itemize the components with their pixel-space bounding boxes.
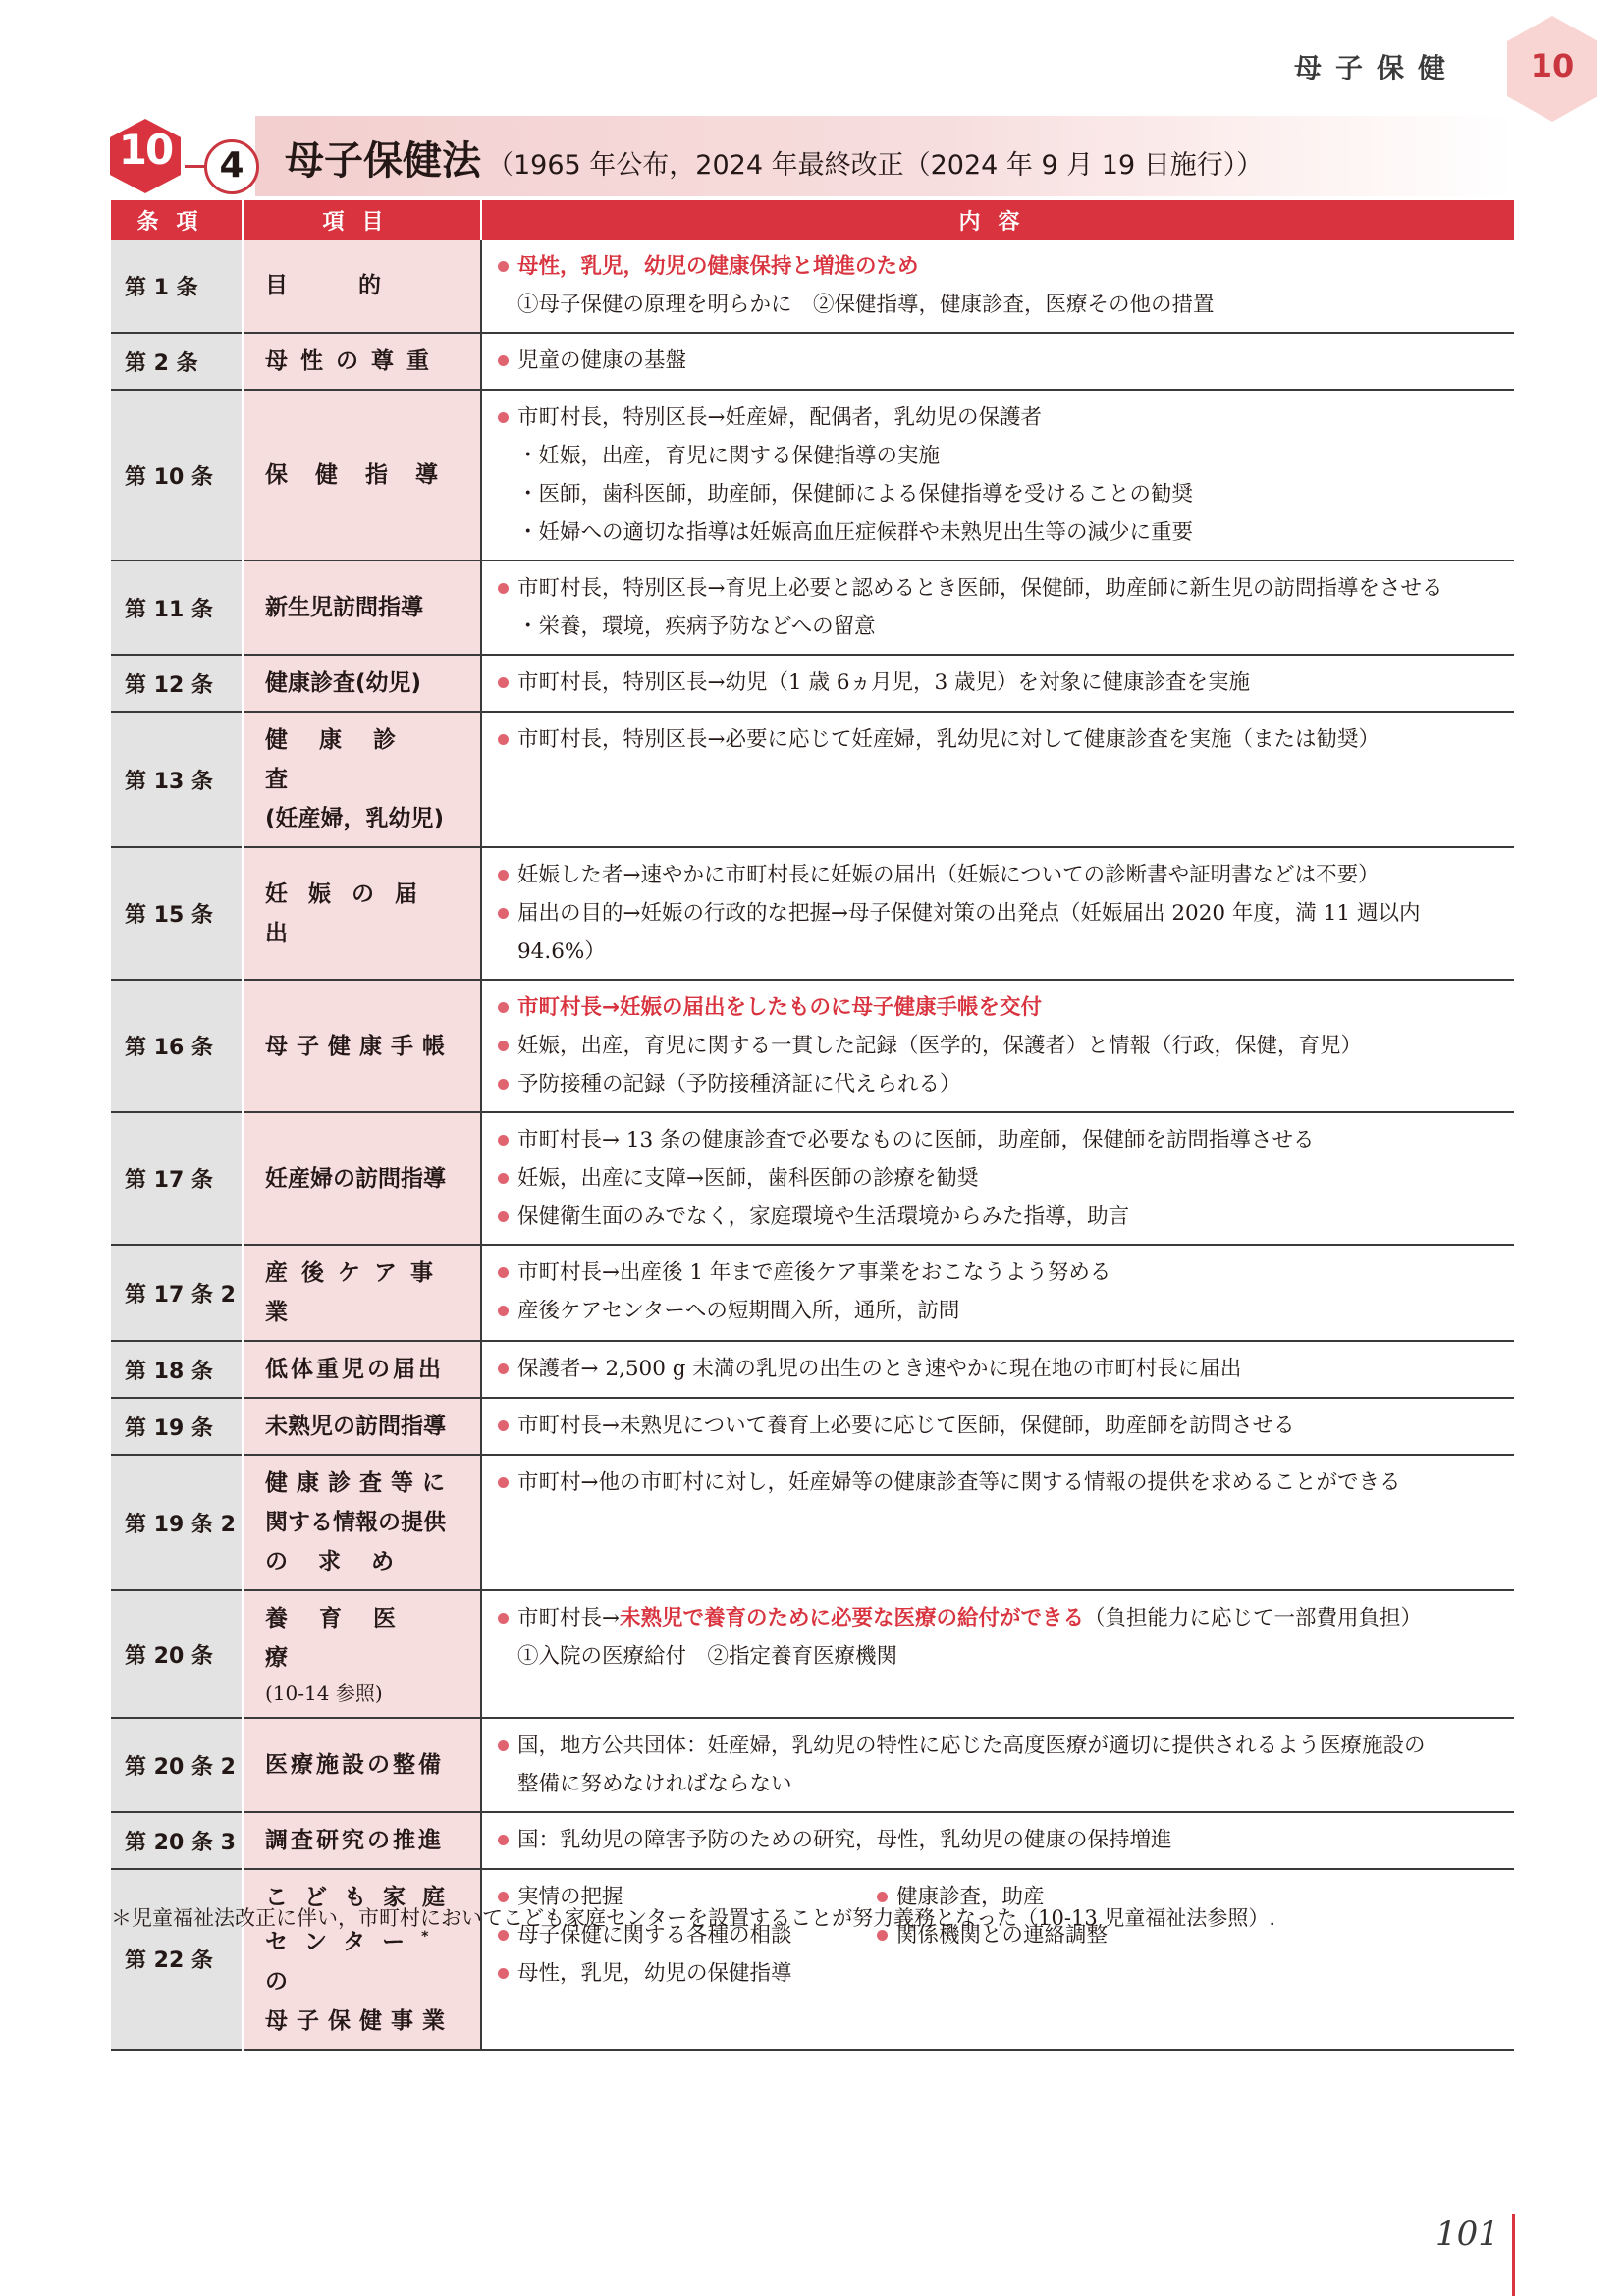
item-cell <box>243 847 481 980</box>
item-label: 妊産婦の訪問指導 <box>265 1165 446 1192</box>
content-cell <box>481 1112 1514 1245</box>
content-sub: ・医師，歯科医師，助産師，保健師による保健指導を受けることの勧奨 <box>517 482 1194 507</box>
item-cell <box>243 1398 481 1455</box>
content-sub: ・妊婦への適切な指導は妊娠高血圧症候群や未熟児出生等の減少に重要 <box>517 520 1194 545</box>
two-column-list <box>496 1878 1504 1993</box>
item-cell <box>243 390 481 561</box>
list-column-right <box>875 1878 1254 1993</box>
content-cell <box>481 561 1514 655</box>
content-bullet: 保健衛生面のみでなく，家庭環境や生活環境からみた指導，助言 <box>496 1198 1504 1236</box>
table-row <box>111 1869 1514 2050</box>
item-label: (10-14 参照) <box>265 1682 383 1705</box>
content-bullet: 妊娠した者→速やかに市町村長に妊娠の届出（妊娠についての診断書や証明書などは不要） <box>496 856 1504 894</box>
content-cell <box>481 1245 1514 1341</box>
content-bullet: 予防接種の記録（予防接種済証に代えられる） <box>496 1065 1504 1103</box>
table-row <box>111 1590 1514 1718</box>
content-sub: ①入院の医療給付 ②指定養育医療機関 <box>517 1644 898 1669</box>
content-text: 市町村長→ <box>517 1606 621 1630</box>
item-label: 医療施設の整備 <box>265 1752 444 1778</box>
article-cell: 第 17 条 2 <box>111 1245 243 1341</box>
content-bullet: 市町村→他の市町村に対し，妊産婦等の健康診査等に関する情報の提供を求めることができる <box>496 1464 1504 1502</box>
item-label: 保健指導 <box>265 462 465 488</box>
content-sub: ①母子保健の原理を明らかに ②保健指導，健康診査，医療その他の措置 <box>517 293 1215 317</box>
content-cell <box>481 980 1514 1112</box>
content-bullet: 妊娠，出産，育児に関する一貫した記録（医学的，保護者）と情報（行政，保健，育児） <box>496 1027 1504 1065</box>
item-cell <box>243 333 481 390</box>
content-bullet: 保護者→ 2,500 g 未満の乳児の出生のとき速やかに現在地の市町村長に届出 <box>496 1350 1504 1388</box>
content-bullet: 市町村長→出産後 1 年まで産後ケア事業をおこなうよう努める <box>496 1254 1504 1292</box>
list-item: 健康診査，助産 <box>875 1878 1254 1916</box>
chapter-header <box>0 0 1624 128</box>
item-cell <box>243 561 481 655</box>
article-cell: 第 1 条 <box>111 240 243 333</box>
table-row <box>111 1112 1514 1245</box>
article-cell: 第 10 条 <box>111 390 243 561</box>
item-label: センター <box>265 1929 422 1955</box>
content-bullet: 国：乳幼児の障害予防のための研究，母性，乳幼児の健康の保持増進 <box>496 1821 1504 1859</box>
content-sub: ・妊娠，出産，育児に関する保健指導の実施 <box>517 444 941 468</box>
item-cell <box>243 1812 481 1869</box>
content-cell <box>481 1718 1514 1812</box>
item-cell <box>243 712 481 847</box>
footnote: ＊児童福祉法改正に伴い，市町村においてこども家庭センターを設置することが努力義務となった（10-13 児童福祉法参照）. <box>111 1906 1276 1930</box>
content-cell <box>481 1812 1514 1869</box>
table-row <box>111 240 1514 333</box>
heading-text <box>285 130 1263 186</box>
list-item: 母子保健に関する各種の相談 <box>496 1916 875 1954</box>
article-cell: 第 16 条 <box>111 980 243 1112</box>
item-label: 養育医療 <box>265 1606 427 1671</box>
content-bullet: 市町村長→妊娠の届出をしたものに母子健康手帳を交付 <box>496 988 1504 1027</box>
law-table <box>111 200 1514 2051</box>
table-row <box>111 1341 1514 1398</box>
article-cell: 第 19 条 <box>111 1398 243 1455</box>
section-note: （1965 年公布，2024 年最終改正（2024 年 9 月 19 日施行）） <box>487 150 1264 181</box>
item-label: 低体重児の届出 <box>265 1357 444 1382</box>
content-bullet: 母性，乳児，幼児の健康保持と増進のため <box>496 247 1504 286</box>
content-cell <box>481 847 1514 980</box>
content-cell <box>481 712 1514 847</box>
article-cell: 第 15 条 <box>111 847 243 980</box>
article-cell: 第 19 条 2 <box>111 1455 243 1590</box>
item-label: こども家庭 <box>265 1885 461 1910</box>
content-cell <box>481 390 1514 561</box>
content-bullet: 市町村長→ 13 条の健康診査で必要なものに医師，助産師，保健師を訪問指導させる <box>496 1121 1504 1159</box>
item-label: 未熟児の訪問指導 <box>265 1414 446 1439</box>
item-cell <box>243 1590 481 1718</box>
article-cell: 第 2 条 <box>111 333 243 390</box>
table-row <box>111 1812 1514 1869</box>
item-label: 健康診査 <box>265 727 427 792</box>
item-cell <box>243 1455 481 1590</box>
item-label: の 求 め <box>265 1549 398 1575</box>
table-row <box>111 1398 1514 1455</box>
chapter-number: 10 <box>1530 47 1575 84</box>
content-highlight: 未熟児で養育のために必要な医療の給付ができる <box>620 1606 1085 1630</box>
item-label: 母子健康手帳 <box>265 1033 454 1059</box>
article-cell: 第 11 条 <box>111 561 243 655</box>
table-header-row <box>111 200 1514 240</box>
content-bullet <box>496 1599 1504 1637</box>
header-article: 条項 <box>111 200 243 240</box>
list-item: 母性，乳児，幼児の保健指導 <box>496 1954 875 1993</box>
item-label: の <box>265 1968 304 1995</box>
table-row <box>111 333 1514 390</box>
header-content: 内容 <box>481 200 1514 240</box>
item-cell <box>243 1245 481 1341</box>
item-cell <box>243 240 481 333</box>
item-cell <box>243 1718 481 1812</box>
content-cell <box>481 1398 1514 1455</box>
table-row <box>111 980 1514 1112</box>
content-sub: 94.6%） <box>517 939 606 964</box>
content-cell <box>481 1341 1514 1398</box>
item-label: 関する情報の提供 <box>265 1510 446 1535</box>
footnote-mark: * <box>421 1929 429 1945</box>
content-cell <box>481 333 1514 390</box>
content-bullet: 産後ケアセンターへの短期間入所，通所，訪問 <box>496 1292 1504 1330</box>
list-column-left <box>496 1878 875 1993</box>
article-cell: 第 17 条 <box>111 1112 243 1245</box>
content-cell <box>481 1455 1514 1590</box>
item-label: (妊産婦，乳幼児) <box>265 806 445 831</box>
content-bullet: 市町村長，特別区長→必要に応じて妊産婦，乳幼児に対して健康診査を実施（または勧奨） <box>496 721 1504 759</box>
content-text: （負担能力に応じて一部費用負担） <box>1084 1606 1423 1630</box>
item-label: 目的 <box>265 273 452 298</box>
table-row <box>111 1245 1514 1341</box>
article-cell: 第 20 条 2 <box>111 1718 243 1812</box>
page-rule <box>1512 2214 1515 2296</box>
list-item: 関係機関との連絡調整 <box>875 1916 1254 1954</box>
content-cell <box>481 1869 1514 2050</box>
table-row <box>111 390 1514 561</box>
content-cell <box>481 240 1514 333</box>
content-bullet: 市町村長，特別区長→妊産婦，配偶者，乳幼児の保護者 <box>496 399 1504 437</box>
table-row <box>111 655 1514 712</box>
content-bullet: 児童の健康の基盤 <box>496 342 1504 380</box>
content-bullet: 市町村長→未熟児について養育上必要に応じて医師，保健師，助産師を訪問させる <box>496 1407 1504 1445</box>
table-row <box>111 1455 1514 1590</box>
item-label: 母性の尊重 <box>265 348 442 374</box>
content-bullet: 届出の目的→妊娠の行政的な把握→母子保健対策の出発点（妊娠届出 2020 年度，満 11 週以内 <box>496 894 1504 933</box>
content-sub: ・栄養，環境，疾病予防などへの留意 <box>517 614 876 639</box>
content-bullet: 国，地方公共団体：妊産婦，乳幼児の特性に応じた高度医療が適切に提供されるよう医療施設の <box>496 1727 1504 1765</box>
section-heading <box>108 116 1514 196</box>
item-cell <box>243 980 481 1112</box>
article-cell: 第 18 条 <box>111 1341 243 1398</box>
item-label: 新生児訪問指導 <box>265 595 423 620</box>
chapter-title: 母子保健 <box>1294 52 1460 84</box>
table-row <box>111 561 1514 655</box>
item-label: 妊娠の届出 <box>265 881 438 946</box>
item-cell <box>243 1869 481 2050</box>
item-label: 健康診査等に <box>265 1470 454 1496</box>
list-item: 実情の把握 <box>496 1878 875 1916</box>
item-cell <box>243 655 481 712</box>
article-cell: 第 20 条 3 <box>111 1812 243 1869</box>
section-title: 母子保健法 <box>285 138 481 184</box>
item-label: 産後ケア事業 <box>265 1260 447 1325</box>
item-cell <box>243 1112 481 1245</box>
item-label: 健康診査(幼児) <box>265 670 422 696</box>
item-cell <box>243 1341 481 1398</box>
content-sub: 整備に努めなければならない <box>517 1772 792 1796</box>
table-row <box>111 712 1514 847</box>
item-label: 母子保健事業 <box>265 2007 454 2034</box>
content-bullet: 市町村長，特別区長→幼児（1 歳 6ヵ月児，3 歳児）を対象に健康診査を実施 <box>496 664 1504 702</box>
article-cell: 第 20 条 <box>111 1590 243 1718</box>
section-number: 10 <box>118 126 173 174</box>
table-row <box>111 847 1514 980</box>
content-bullet: 市町村長，特別区長→育児上必要と認めるとき医師，保健師，助産師に新生児の訪問指導をさせる <box>496 569 1504 608</box>
section-sub-number: 4 <box>219 145 244 186</box>
article-cell: 第 22 条 <box>111 1869 243 2050</box>
item-label: 調査研究の推進 <box>265 1828 444 1853</box>
content-bullet: 妊娠，出産に支障→医師，歯科医師の診療を勧奨 <box>496 1159 1504 1198</box>
article-cell: 第 13 条 <box>111 712 243 847</box>
content-cell <box>481 655 1514 712</box>
table-row <box>111 1718 1514 1812</box>
article-cell: 第 12 条 <box>111 655 243 712</box>
page-number: 101 <box>1435 2215 1499 2254</box>
header-item: 項目 <box>243 200 481 240</box>
content-cell <box>481 1590 1514 1718</box>
section-dash <box>185 165 206 168</box>
